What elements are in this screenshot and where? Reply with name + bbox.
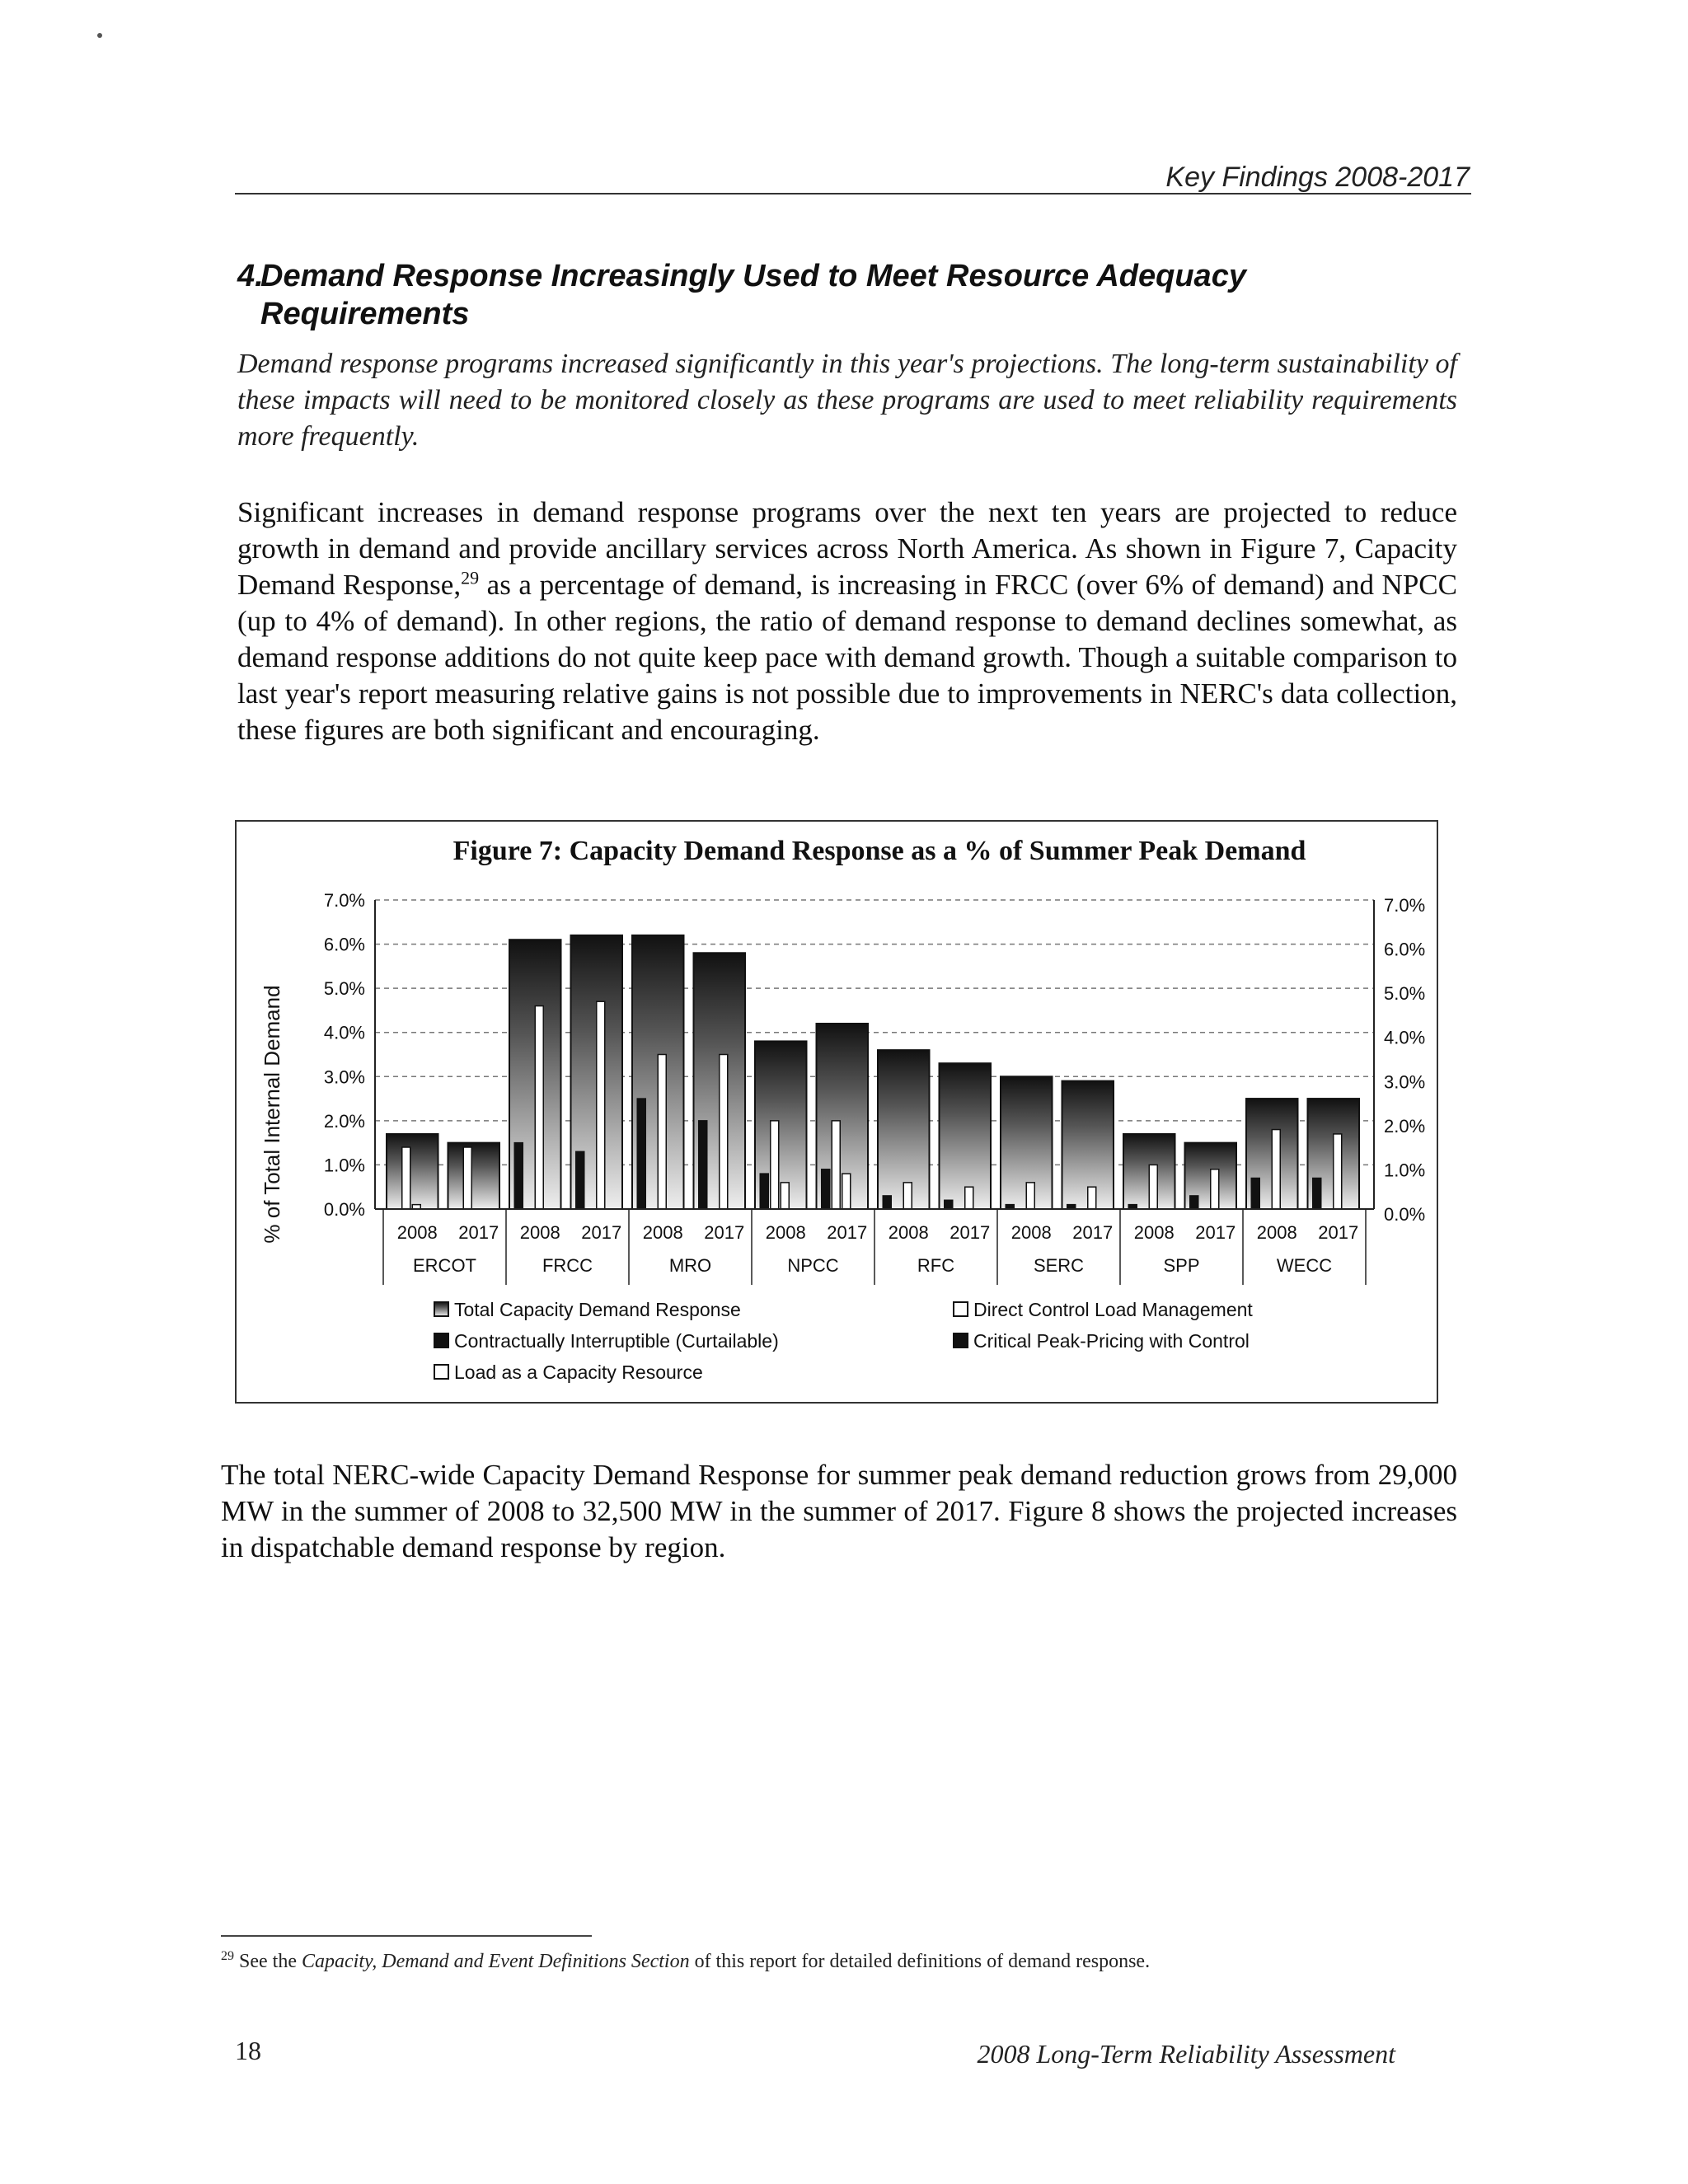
bar-contractually-interruptible-curtailable--rfc-2008: [883, 1196, 891, 1209]
bar-direct-control-load-management-npcc-2017: [842, 1174, 851, 1209]
x-tick-label-region: FRCC: [542, 1255, 593, 1276]
x-tick-label-year: 2008: [396, 1222, 438, 1243]
bar-load-as-a-capacity-resource-npcc-2008: [771, 1121, 779, 1209]
x-tick-label-year: 2008: [1256, 1222, 1297, 1243]
x-tick-label-year: 2008: [1133, 1222, 1175, 1243]
bar-direct-control-load-management-wecc-2017: [1334, 1134, 1342, 1209]
bar-load-as-a-capacity-resource-npcc-2017: [832, 1121, 840, 1209]
body-paragraph-1: [237, 494, 1457, 748]
y-axis-label: % of Total Internal Demand: [260, 985, 284, 1244]
bar-contractually-interruptible-curtailable--rfc-2017: [945, 1200, 953, 1209]
section-title-line2: Requirements: [260, 297, 470, 331]
footer-title: 2008 Long-Term Reliability Assessment: [977, 2039, 1395, 2069]
y-tick-label-right: 3.0%: [1384, 1071, 1426, 1093]
y-tick-label-right: 7.0%: [1384, 895, 1426, 916]
bar-direct-control-load-management-frcc-2008: [535, 1006, 543, 1209]
x-tick-label-year: 2008: [888, 1222, 929, 1243]
section-heading: [237, 257, 1474, 333]
y-tick-label-left: 1.0%: [323, 1155, 365, 1176]
bar-direct-control-load-management-mro-2008: [658, 1055, 666, 1210]
paragraph-1-text-b: as a percentage of demand, is increasing in FRCC (over 6% of demand) and NPCC (up to 4% of demand). In other regions, the ratio of demand response to demand declines somewhat, as demand response additions do not quite keep pace with demand growth. Though a suitable comparison to last year's report measuring relative gains is not possible due to improvements in NERC's data collection, these figures are both significant and encouraging.: [237, 569, 1457, 746]
bar-contractually-interruptible-curtailable--frcc-2017: [576, 1151, 584, 1209]
y-tick-label-right: 1.0%: [1384, 1160, 1426, 1181]
legend-swatch: [434, 1302, 448, 1316]
x-tick-label-region: ERCOT: [413, 1255, 476, 1276]
x-tick-label-year: 2008: [1010, 1222, 1052, 1243]
y-tick-label-right: 4.0%: [1384, 1027, 1426, 1048]
footnote-italic-ref: Capacity, Demand and Event Definitions Section: [301, 1951, 690, 1972]
x-tick-label-region: SPP: [1163, 1255, 1200, 1276]
bar-contractually-interruptible-curtailable--npcc-2008: [760, 1174, 768, 1209]
bar-load-as-a-capacity-resource-ercot-2017: [463, 1147, 471, 1209]
chart-canvas: [237, 822, 1440, 1405]
x-tick-label-region: RFC: [917, 1255, 955, 1276]
footnote-suffix: of this report for detailed definitions of demand response.: [689, 1951, 1151, 1972]
bar-contractually-interruptible-curtailable--npcc-2017: [822, 1169, 830, 1209]
bar-contractually-interruptible-curtailable--frcc-2008: [514, 1143, 523, 1209]
bar-direct-control-load-management-serc-2017: [1088, 1187, 1096, 1209]
y-tick-label-left: 3.0%: [323, 1066, 365, 1088]
intro-summary: Demand response programs increased significantly in this year's projections. The long-term sustainability of these impacts will need to be monitored closely as these programs are used to meet reliability requirements more frequently.: [237, 349, 1457, 452]
footnote: [221, 1949, 1457, 1973]
y-tick-label-left: 4.0%: [323, 1022, 365, 1043]
y-tick-label-left: 6.0%: [323, 934, 365, 955]
bar-contractually-interruptible-curtailable--spp-2017: [1190, 1196, 1198, 1209]
y-tick-label-right: 5.0%: [1384, 983, 1426, 1005]
page-number: 18: [235, 2036, 261, 2065]
chart-title: Figure 7: Capacity Demand Response as a % of Summer Peak Demand: [452, 836, 1306, 866]
bar-direct-control-load-management-wecc-2008: [1272, 1130, 1280, 1209]
bar-direct-control-load-management-npcc-2008: [781, 1183, 789, 1209]
x-tick-label-year: 2008: [765, 1222, 806, 1243]
bar-total-ercot-2017: [448, 1143, 500, 1209]
legend-swatch: [954, 1302, 968, 1316]
footnote-ref[interactable]: 29: [461, 567, 480, 588]
bar-direct-control-load-management-spp-2008: [1149, 1165, 1157, 1209]
legend-label: Contractually Interruptible (Curtailable): [454, 1330, 779, 1352]
legend-label: Critical Peak-Pricing with Control: [973, 1330, 1250, 1352]
legend-label: Load as a Capacity Resource: [454, 1361, 703, 1383]
legend-swatch: [434, 1333, 448, 1347]
footnote-prefix: See the: [234, 1951, 302, 1972]
bar-direct-control-load-management-frcc-2017: [597, 1001, 605, 1209]
running-header: Key Findings 2008-2017: [1165, 162, 1470, 193]
bar-contractually-interruptible-curtailable--mro-2008: [637, 1099, 645, 1209]
y-tick-label-right: 0.0%: [1384, 1204, 1426, 1225]
x-tick-label-region: MRO: [668, 1255, 712, 1276]
bar-load-as-a-capacity-resource-ercot-2008: [402, 1147, 410, 1209]
legend-swatch: [954, 1333, 968, 1347]
x-tick-label-year: 2017: [827, 1222, 868, 1243]
header-rule: [235, 193, 1471, 194]
y-tick-label-left: 0.0%: [323, 1199, 365, 1220]
figure-7: [235, 820, 1438, 1404]
bar-direct-control-load-management-rfc-2008: [903, 1183, 912, 1209]
legend-label: Direct Control Load Management: [973, 1299, 1253, 1320]
x-tick-label-year: 2017: [704, 1222, 745, 1243]
x-tick-label-region: SERC: [1033, 1255, 1085, 1276]
legend-label: Total Capacity Demand Response: [454, 1299, 741, 1320]
y-tick-label-left: 5.0%: [323, 978, 365, 1000]
footnote-rule: [221, 1935, 592, 1937]
y-tick-label-left: 7.0%: [323, 890, 365, 911]
scan-speck: [97, 33, 102, 38]
footnote-number: 29: [221, 1949, 234, 1963]
section-number: 4.: [237, 259, 264, 293]
x-tick-label-year: 2017: [458, 1222, 499, 1243]
paragraph-1-text-a: Significant increases in demand response programs over the next ten years are projected to reduce growth in demand and provide ancillary services across North America. As shown in Figure 7, Capacity Demand Response,: [237, 496, 1457, 601]
legend-swatch: [434, 1365, 448, 1379]
section-title-line1: Demand Response Increasingly Used to Meet Resource Adequacy: [260, 259, 1246, 293]
bar-direct-control-load-management-serc-2008: [1026, 1183, 1034, 1209]
y-tick-label-right: 2.0%: [1384, 1115, 1426, 1137]
x-tick-label-year: 2008: [519, 1222, 560, 1243]
bar-direct-control-load-management-mro-2017: [720, 1055, 728, 1210]
bar-contractually-interruptible-curtailable--mro-2017: [699, 1121, 707, 1209]
bar-direct-control-load-management-spp-2017: [1211, 1169, 1219, 1209]
body-paragraph-2: The total NERC-wide Capacity Demand Response for summer peak demand reduction grows from 29,000 MW in the summer of 2008 to 32,500 MW in the summer of 2017. Figure 8 shows the projected increases in dispatchable demand response by region.: [221, 1459, 1457, 1563]
bar-contractually-interruptible-curtailable--wecc-2017: [1313, 1179, 1321, 1210]
x-tick-label-region: NPCC: [787, 1255, 839, 1276]
x-tick-label-year: 2017: [1072, 1222, 1114, 1243]
y-tick-label-right: 6.0%: [1384, 939, 1426, 960]
bar-direct-control-load-management-rfc-2017: [965, 1187, 973, 1209]
x-tick-label-year: 2017: [1318, 1222, 1359, 1243]
x-tick-label-year: 2017: [1195, 1222, 1236, 1243]
x-tick-label-year: 2008: [642, 1222, 683, 1243]
y-tick-label-left: 2.0%: [323, 1110, 365, 1132]
bar-contractually-interruptible-curtailable--wecc-2008: [1251, 1179, 1259, 1210]
bar-total-ercot-2008: [387, 1134, 438, 1209]
x-tick-label-year: 2017: [581, 1222, 622, 1243]
x-tick-label-region: WECC: [1276, 1255, 1333, 1276]
x-tick-label-year: 2017: [950, 1222, 991, 1243]
